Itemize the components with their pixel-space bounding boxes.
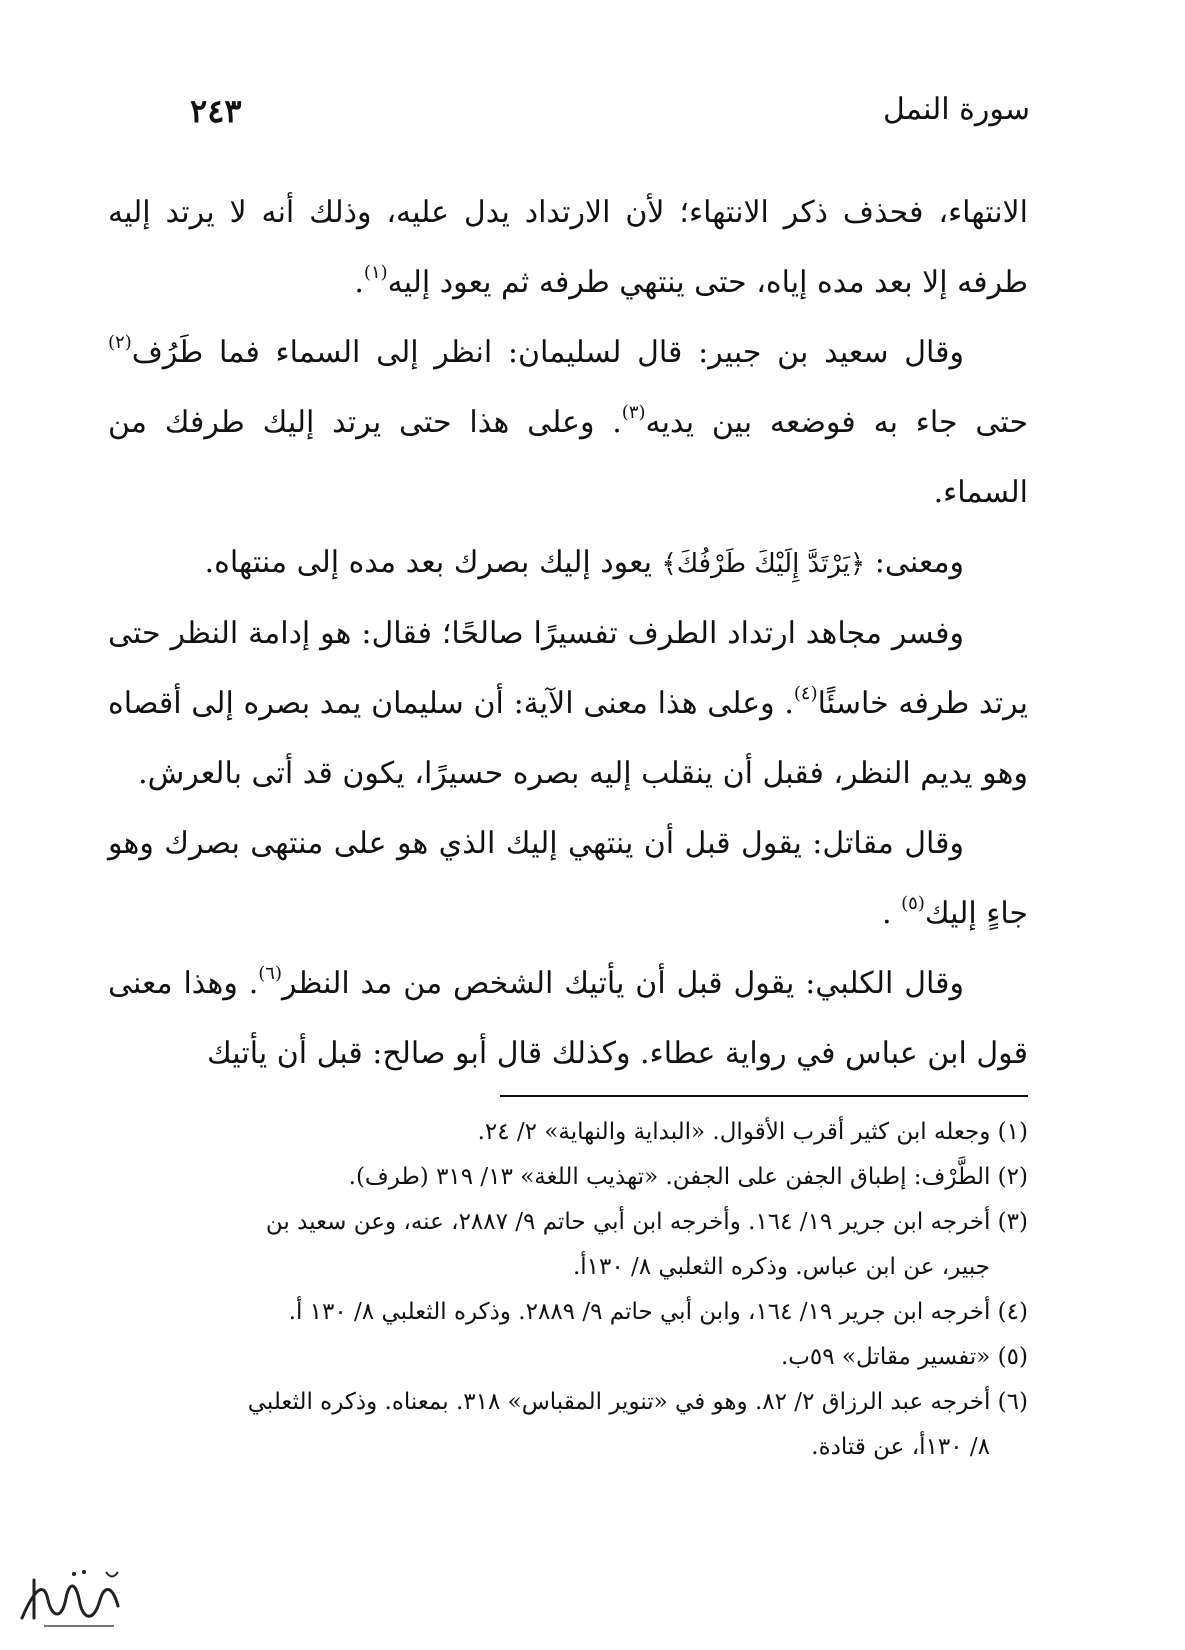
footnote-ref-4[interactable]: (٤) [793, 683, 818, 704]
calligraphy-logo-icon [14, 1560, 134, 1640]
footnote-ref-5[interactable]: (٥) [901, 893, 925, 914]
paragraph-2-text-c: . وعلى هذا حتى يرتد إليك طرفك من السماء. [108, 405, 1028, 510]
paragraph-3 [108, 528, 1028, 599]
main-text [108, 178, 1028, 1089]
paragraph-6 [108, 949, 1028, 1089]
paragraph-5 [108, 809, 1028, 949]
page-number: ٢٤٣ [190, 92, 242, 130]
paragraph-5-text-b: . [882, 896, 902, 931]
paragraph-4-text-b: . وعلى هذا معنى الآية: أن سليمان يمد بصره إلى أقصاه وهو يديم النظر، فقبل أن ينقلب إليه بصره حسيرًا، يكون قد أتى بالعرش. [108, 686, 1028, 791]
footnote-6-line-2: ٨/ ١٣٠أ، عن قتادة. [811, 1434, 990, 1460]
footnote-ref-6[interactable]: (٦) [258, 963, 282, 984]
footnote-4: (٤) أخرجه ابن جرير ١٩/ ١٦٤، وابن أبي حاتم ٩/ ٢٨٨٩. وذكره الثعلبي ٨/ ١٣٠ أ. [288, 1299, 1028, 1325]
paragraph-2-text-a: وقال سعيد بن جبير: قال لسليمان: انظر إلى السماء فما طَرُف [131, 335, 964, 370]
footnote-divider [500, 1095, 1028, 1097]
paragraph-3-text-b: يعود إليك بصرك بعد مده إلى منتهاه. [204, 545, 662, 580]
paragraph-6-text-a: وقال الكلبي: يقول قبل أن يأتيك الشخص من مد النظر [282, 966, 964, 1001]
paragraph-4-text-a: وفسر مجاهد ارتداد الطرف تفسيرًا صالحًا؛ فقال: هو إدامة النظر حتى يرتد طرفه خاسئًا [108, 616, 1028, 721]
footnote-5: (٥) «تفسير مقاتل» ٥٩ب. [780, 1344, 1028, 1370]
paragraph-2 [108, 318, 1028, 528]
footnote-6 [108, 1380, 1028, 1470]
footnote-3-line-2: جبير، عن ابن عباس. وذكره الثعلبي ٨/ ١٣٠أ. [572, 1254, 990, 1280]
page-header [110, 92, 1030, 142]
publisher-logo [14, 1560, 134, 1640]
paragraph-4 [108, 599, 1028, 809]
quran-quote: ﴿يَرْتَدَّ إِلَيْكَ طَرْفُكَ﴾ [661, 549, 866, 579]
footnote-2: (٢) الطَّرْف: إطباق الجفن على الجفن. «تهذيب اللغة» ١٣/ ٣١٩ (طرف). [348, 1164, 1028, 1190]
footnote-3-line-1: (٣) أخرجه ابن جرير ١٩/ ١٦٤. وأخرجه ابن أبي حاتم ٩/ ٢٨٨٧، عنه، وعن سعيد بن [265, 1209, 1028, 1235]
paragraph-1-line-2: إليه طرفه إلا بعد مده إياه، حتى ينتهي طرفه ثم يعود إليه [108, 195, 1028, 300]
paragraph-1-line-1: الانتهاء، فحذف ذكر الانتهاء؛ لأن الارتداد يدل عليه، وذلك أنه لا يرتد [165, 195, 1028, 230]
footnote-ref-1[interactable]: (١) [363, 262, 388, 283]
footnotes [108, 1110, 1028, 1470]
paragraph-1 [108, 178, 1028, 318]
paragraph-5-text-a: وقال مقاتل: يقول قبل أن ينتهي إليك الذي هو على منتهى بصرك وهو جاءٍ إليك [108, 826, 1028, 931]
footnote-ref-3[interactable]: (٣) [621, 402, 646, 423]
paragraph-6-text-b: . وهذا معنى قول ابن عباس في رواية عطاء. وكذلك قال أبو صالح: قبل أن يأتيك [108, 966, 1028, 1071]
footnote-ref-2[interactable]: (٢) [108, 332, 132, 353]
running-title: سورة النمل [883, 92, 1030, 127]
footnote-3 [108, 1200, 1028, 1290]
paragraph-1-end: . [354, 265, 364, 300]
paragraph-3-text-a: ومعنى: [865, 545, 964, 580]
paragraph-2-text-b: حتى جاء به فوضعه بين يديه [645, 405, 1029, 440]
footnote-6-line-1: (٦) أخرجه عبد الرزاق ٢/ ٨٢. وهو في «تنوير المقباس» ٣١٨. بمعناه. وذكره الثعلبي [247, 1389, 1028, 1415]
footnote-1: (١) وجعله ابن كثير أقرب الأقوال. «البداية والنهاية» ٢/ ٢٤. [477, 1119, 1028, 1145]
